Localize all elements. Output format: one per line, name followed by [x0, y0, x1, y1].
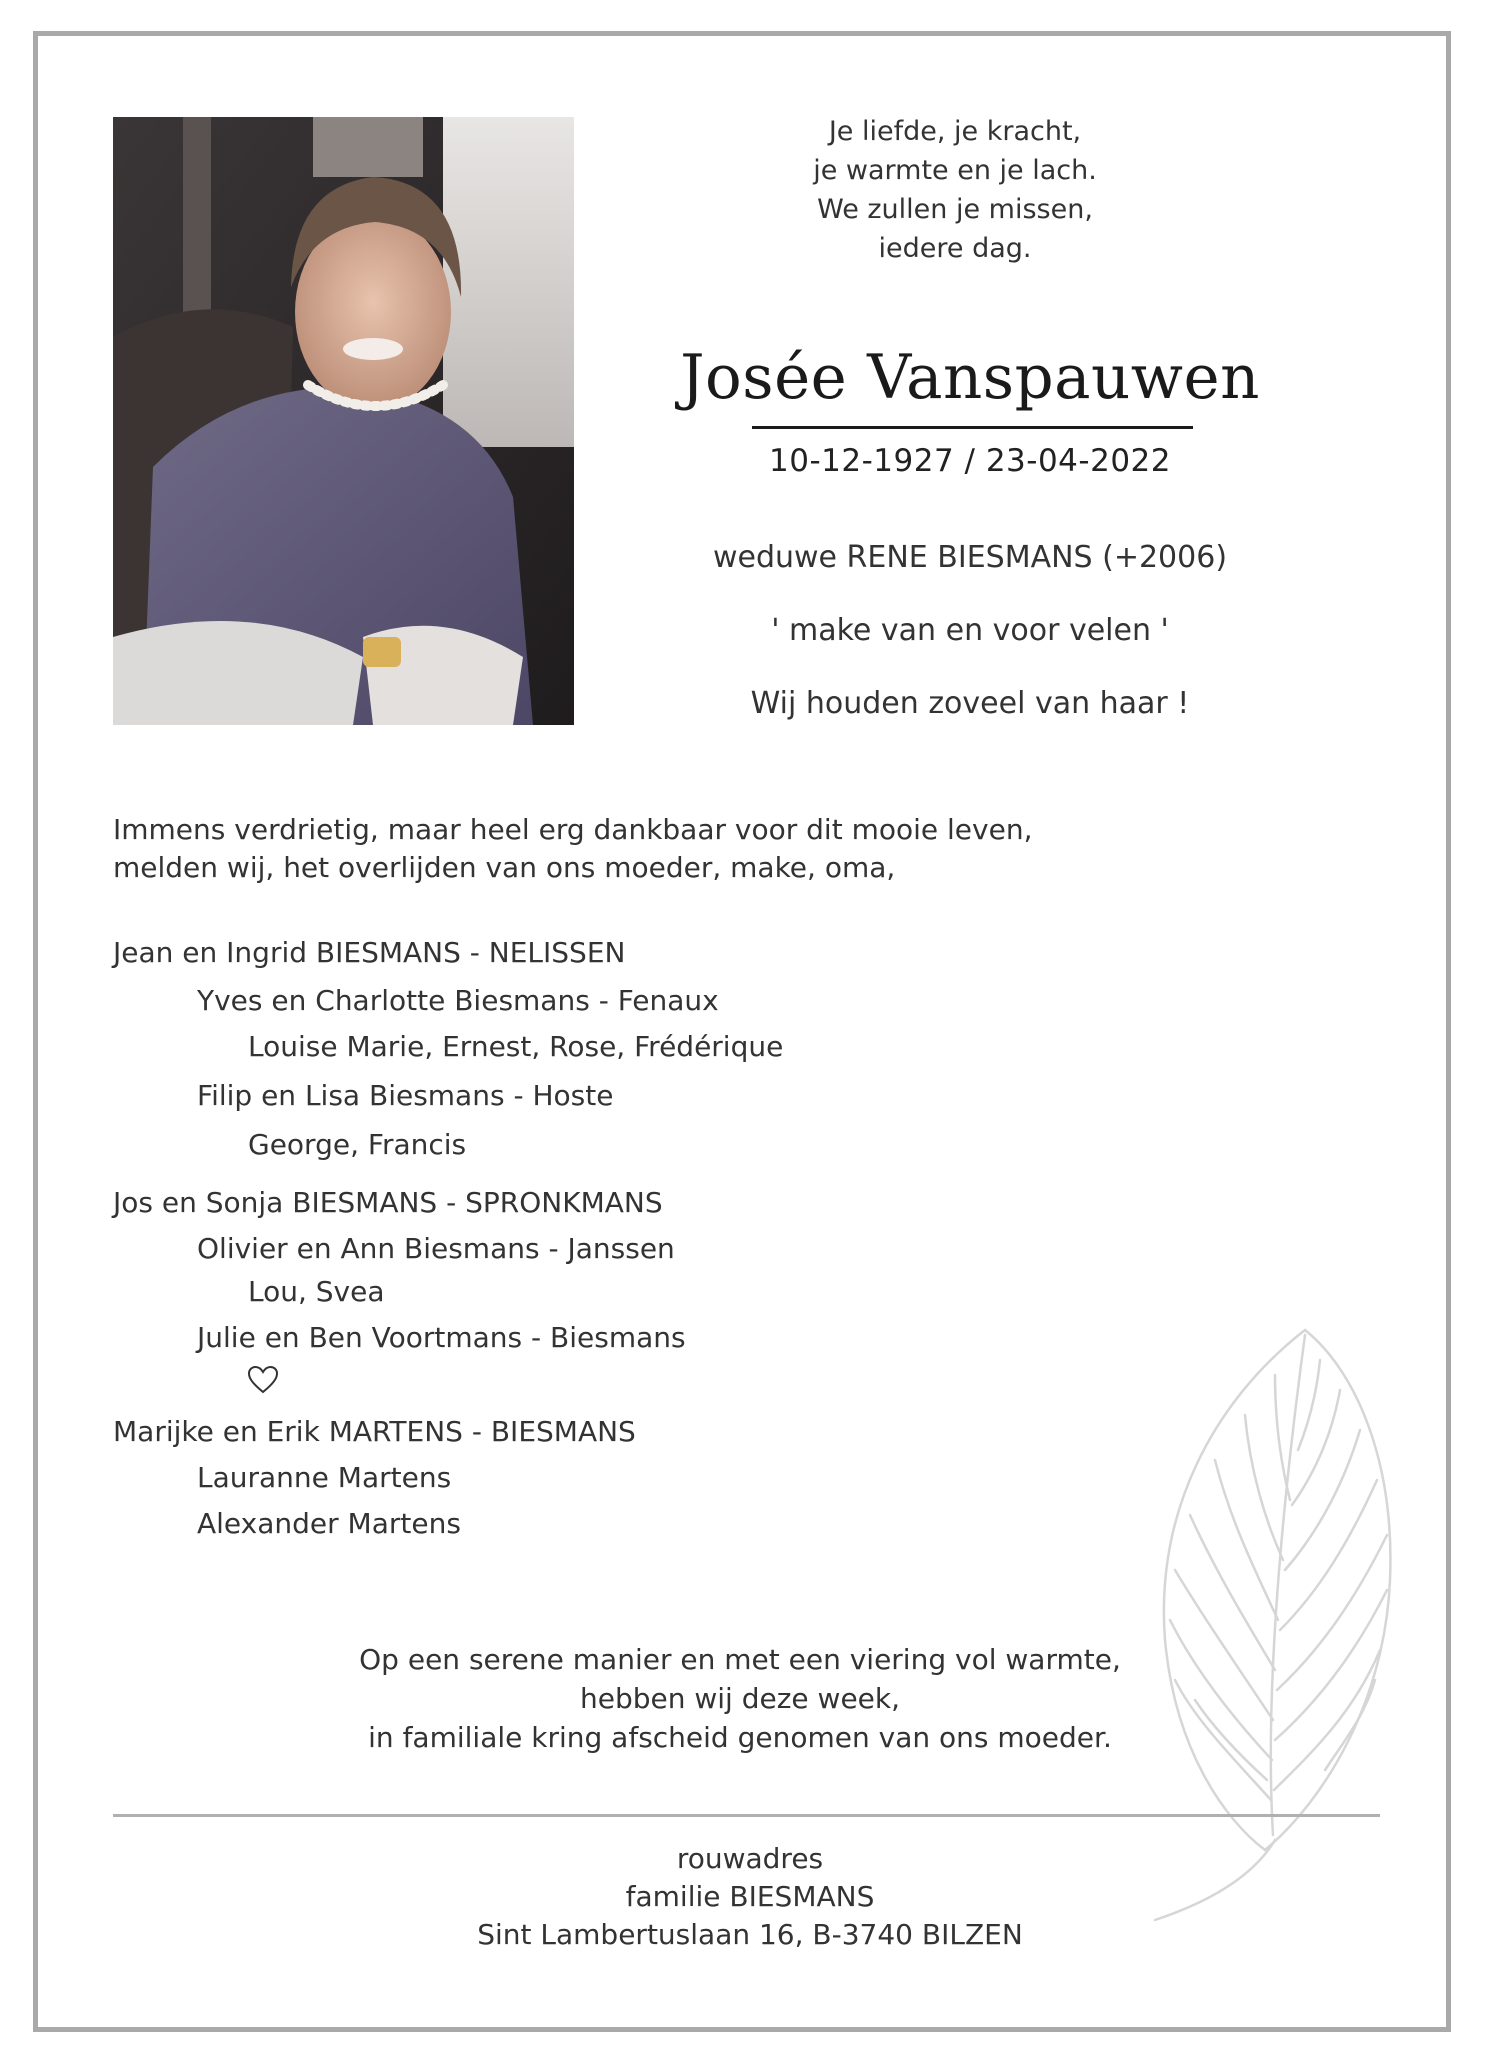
closing-line: Op een serene manier en met een viering vol warmte,: [359, 1643, 1121, 1676]
family-member: Louise Marie, Ernest, Rose, Frédérique: [248, 1030, 784, 1063]
family-member: Olivier en Ann Biesmans - Janssen: [197, 1232, 675, 1265]
name-underline: [752, 426, 1193, 429]
family-member: Jean en Ingrid BIESMANS - NELISSEN: [113, 936, 626, 969]
address-label: rouwadres: [676, 1842, 824, 1875]
family-member: Alexander Martens: [197, 1507, 461, 1540]
intro-line: melden wij, het overlijden van ons moeder, make, oma,: [113, 851, 896, 884]
family-member: Lou, Svea: [248, 1275, 385, 1308]
portrait-photo: [113, 117, 574, 725]
address-street: Sint Lambertuslaan 16, B-3740 BILZEN: [477, 1918, 1023, 1951]
memorial-poem: [720, 112, 1190, 268]
heart-icon: [248, 1366, 278, 1398]
family-member: Marijke en Erik MARTENS - BIESMANS: [113, 1415, 636, 1448]
announcement-intro: [113, 811, 1032, 887]
family-member: George, Francis: [248, 1128, 467, 1161]
deceased-name: Josée Vanspauwen: [680, 342, 1260, 413]
divider: [113, 1814, 1380, 1817]
poem-line: je warmte en je lach.: [813, 155, 1097, 186]
poem-line: iedere dag.: [878, 233, 1032, 264]
mourning-address: [400, 1840, 1100, 1954]
poem-line: Je liefde, je kracht,: [828, 116, 1082, 147]
intro-line: Immens verdrietig, maar heel erg dankbaar voor dit mooie leven,: [113, 813, 1033, 846]
closing-line: hebben wij deze week,: [579, 1682, 901, 1715]
feather-icon: [1095, 1320, 1415, 1934]
family-member: Lauranne Martens: [197, 1461, 452, 1494]
address-family: familie BIESMANS: [625, 1880, 875, 1913]
widow-line: weduwe RENE BIESMANS (+2006): [712, 540, 1228, 575]
life-dates: 10-12-1927 / 23-04-2022: [769, 443, 1171, 479]
closing-message: [340, 1640, 1140, 1757]
nickname-line: ' make van en voor velen ': [771, 613, 1169, 648]
love-line: Wij houden zoveel van haar !: [750, 686, 1190, 721]
closing-line: in familiale kring afscheid genomen van ons moeder.: [368, 1721, 1112, 1754]
family-member: Jos en Sonja BIESMANS - SPRONKMANS: [113, 1186, 663, 1219]
family-member: Julie en Ben Voortmans - Biesmans: [197, 1321, 686, 1354]
family-member: Filip en Lisa Biesmans - Hoste: [197, 1079, 614, 1112]
poem-line: We zullen je missen,: [817, 194, 1093, 225]
family-member: Yves en Charlotte Biesmans - Fenaux: [197, 984, 719, 1017]
